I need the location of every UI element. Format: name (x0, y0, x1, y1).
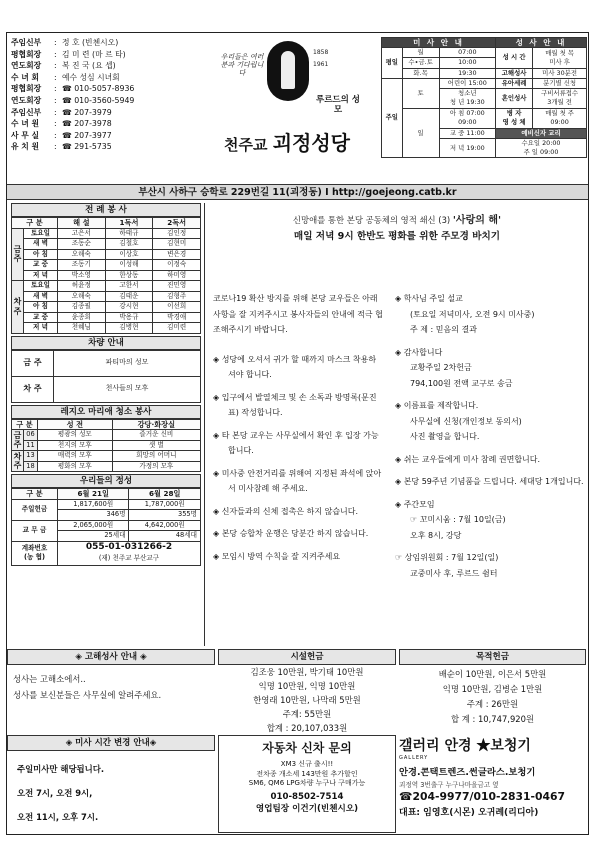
offering-title: 우리들의 정성 (11, 474, 201, 488)
liturgy-row: 저 녁 천혜님 김병현 김미련 (12, 323, 201, 334)
staff-value: ☎ 207-3977 (62, 130, 112, 140)
vehicle-title: 차량 안내 (11, 336, 201, 350)
staff-role: 평협회장 (11, 49, 42, 59)
church-name: 천주교 괴정성당 (224, 131, 350, 155)
staff-role: 유 치 원 (11, 142, 40, 152)
liturgy-row: 차 주 토요일 허윤정 고한서 진민영 (12, 281, 201, 292)
announcements-right (395, 291, 585, 588)
vehicle-table: 금 주 파티마의 성모 차 주 천사들의 모후 (11, 350, 201, 403)
car-advertisement: 자동차 신차 문의 XM3 신규 출시!! 전차종 개소세 143만원 추가할인 SM6, QM6 LPG차량 누구나 구매가능 010-8502-7514 영업팀장 이건기(빈첸시오) (218, 735, 396, 833)
liturgy-row: 새 벽 조동순 김철호 김현미 (12, 239, 201, 250)
mary-figure-icon (281, 51, 295, 89)
staff-row: 사 무 실 : ☎ 207-3977 (11, 130, 112, 140)
liturgy-row: 금 주 토요일 고은서 하태규 김인정 (12, 228, 201, 239)
staff-row: 평협회장 : ☎ 010-5057-8936 (11, 84, 135, 94)
account-holder: (재) 천주교 부산교구 (98, 554, 160, 562)
cleaning-row: 11 천지의 모후 샛 별 (12, 440, 201, 451)
staff-role: 주임신부 (11, 38, 42, 47)
offering-table: 구 분 6월 21일 6월 28일 주일헌금 1,817,600원 1,787,000원 346명 355명 교 무 금 2,065,000원 4,642,000원 25세대 48세대 계좌번호 (농 협) 055-01-031266-2 (재) 천주교 부산교구 (11, 488, 201, 566)
staff-value: ☎ 291-5735 (62, 142, 112, 152)
staff-value: 예수 성심 시녀회 (62, 72, 120, 82)
announcement-item: ◈ 이름표를 제작합니다. 사무실에 신청(개인정보 동의서) 사진 촬영을 합니다. (395, 401, 522, 441)
facility-offering-list: 김조웅 10만원, 박기태 10만원 익명 10만원, 익명 10만원 한영래 10만원, 나막래 5만원 주계: 55만원 합계 : 20,107,033원 (250, 667, 364, 733)
staff-role: 연도회장 (11, 95, 42, 105)
liturgy-title: 전 례 봉 사 (11, 203, 201, 217)
cleaning-row: 금 주 06 평광의 성모 즐거운 신비 (12, 430, 201, 441)
staff-row: 연도회장 : 복 진 국 (요 셉) (11, 61, 116, 71)
sacrament-header: 성 사 안 내 (496, 38, 587, 48)
script-slogan: 우리들은 여러분과 기다립니다 (220, 53, 264, 77)
staff-value: 정 호 (빈첸시오) (62, 38, 119, 47)
announcements-left (213, 291, 383, 571)
liturgy-row: 교 중 조동기 이성해 이정숙 (12, 260, 201, 271)
facility-offering-header: 시설헌금 (218, 649, 396, 665)
bottom-section (7, 649, 588, 835)
staff-row: 주임신부 : 정 호 (빈첸시오) (11, 38, 119, 47)
car-ad-phone: 010-8502-7514 (270, 791, 344, 802)
staff-list (11, 37, 216, 153)
confession-header: ◈ 고해성사 안내 ◈ (7, 649, 215, 665)
car-ad-title: 자동차 신차 문의 (262, 741, 352, 755)
cleaning-row: 차 주 13 매력의 모후 희망의 어머니 (12, 451, 201, 462)
notice-item: ◈ 타 본당 교우는 사무실에서 확인 후 입장 가능합니다. (213, 430, 379, 455)
cleaning-title: 레지오 마리애 청소 봉사 (11, 405, 201, 419)
church-emblem (267, 41, 329, 101)
confession-text: 성사는 고해소에서.. 성사를 보신분들은 사무실에 알려주세요. (13, 674, 162, 700)
staff-row: 평협회장 : 김 미 련 (마 르 타) (11, 49, 126, 59)
notice-item: ◈ 미사중 안전거리를 위해여 지정된 좌석에 앉아서 미사참례 해 주세요. (213, 468, 382, 493)
staff-value: ☎ 207-3978 (62, 119, 112, 129)
mass-change-header: ◈ 미사 시간 변경 안내◈ (7, 735, 215, 751)
notice-item: ◈ 성당에 오셔서 귀가 할 때까지 마스크 착용하셔야 합니다. (213, 354, 377, 379)
staff-row: 유 치 원 : ☎ 291-5735 (11, 142, 112, 152)
announcement-item: ◈ 본당 59주년 기념품을 드립니다. 세대당 1개입니다. (395, 477, 584, 486)
mass-schedule-table: 미 사 안 내 성 사 안 내 평일 월 07:00 성 시 간 매월 첫 목 미사 후 수∙금.토 10:00 화.목 19:30 고해성사 미사 30분전 주일 토 어린이 15:00 유아세례 분기별 신청 청소년 청 년 19:30 혼인성사 구비서류접수 3개월 전 일 아 침 07:00 09:00 병 자 영 성 체 매월 첫 주 09:00 교 중 11:00 예비신자 교리 저 녁 19:00 수요일 20:00 주 일 09:00 (381, 37, 587, 158)
liturgy-row: 새 벽 오해숙 김태운 김형주 (12, 291, 201, 302)
cleaning-table: 구 분 성 전 강당∙화장실 금 주 06 평광의 성모 즐거운 신비 11 천지의 모후 샛 별 차 주 13 매력의 모후 희망의 어머니 18 평화의 모후 가정의 모후 (11, 419, 201, 473)
announcement-item: ◈ 학사님 주일 설교 (토요일 저녁미사, 오전 9시 미사중) 주 제 : 믿음의 결과 (395, 294, 535, 334)
staff-value: ☎ 010-5057-8936 (62, 84, 135, 94)
intro-text: 코로나19 확산 방지를 위해 본당 교우들은 아래 사항을 잘 지켜주시고 봉사자들의 안내에 적극 협조해주시기 바랍니다. (213, 294, 383, 334)
announcement-item: ◈ 감사합니다 교황주일 2차헌금 794,100원 전액 교구로 송금 (395, 347, 513, 388)
staff-value: 김 미 련 (마 르 타) (62, 49, 126, 59)
staff-role: 연도회장 (11, 61, 42, 71)
notice-item: ◈ 모임시 방역 수칙을 잘 지켜주세요 (213, 551, 341, 561)
account-number: 055-01-031266-2 (85, 542, 173, 552)
announcement-item: ◈ 주간모임 ☞ 꼬미시움 : 7월 10일(금) 오후 8시, 강당 (395, 499, 506, 540)
mass-change-text: 주일미사만 해당됩니다. 오전 7시, 오전 9시, 오전 11시, 오후 7시. (17, 764, 104, 822)
headline-theme: 신망애를 통한 본당 공동체의 영적 쇄신 (3) '사랑의 해' (292, 215, 502, 226)
left-column (11, 203, 201, 566)
staff-row: 주임신부 : ☎ 207-3979 (11, 107, 112, 117)
staff-row: 수 녀 원 : ☎ 207-3978 (11, 119, 112, 129)
staff-value: ☎ 207-3979 (62, 107, 112, 117)
staff-row: 수 녀 회 : 예수 성심 시녀회 (11, 72, 120, 82)
gallery-name: 갤러리 안경 ★보청기 (399, 738, 531, 754)
car-ad-contact: 영업팀장 이건기(빈첸시오) (255, 803, 359, 814)
mass-header: 미 사 안 내 (382, 38, 496, 48)
announcements-area (204, 203, 588, 646)
founding-years: 1858 1961 (313, 49, 329, 68)
announcement-item: ◈ 쉬는 교우들에게 미사 참례 권면합니다. (395, 454, 541, 464)
address-bar: 부산시 사하구 승학로 229번길 11(괴정동) I http://goejeong.catb.kr (7, 184, 588, 200)
church-logo-area (219, 39, 379, 174)
staff-role: 주임신부 (11, 107, 42, 117)
staff-value: 복 진 국 (요 셉) (62, 61, 116, 71)
liturgy-row: 교 중 윤종희 박용규 박경애 (12, 312, 201, 323)
gallery-advertisement: 갤러리 안경 ★보청기 GALLERY 안경.콘택트렌즈.썬글라스.보청기 괴정역 3번출구 누구나마을금고 옆 ☎204-9977/010-2831-0467 대표: 임영호(시몬) 오귀례(리디아) (399, 735, 586, 833)
headline-prayer: 매일 저녁 9시 한반도 평화를 위한 주모경 바치기 (293, 231, 501, 242)
notice-item: ◈ 신자들과의 신체 접촉은 하지 않습니다. (213, 506, 359, 516)
announcement-item: ☞ 상임위원회 : 7월 12일(일) 교중미사 후, 루르드 쉼터 (395, 553, 499, 578)
cleaning-row: 18 평화의 모후 가정의 모후 (12, 461, 201, 472)
staff-value: ☎ 010-3560-5949 (62, 95, 135, 105)
bulletin-page (6, 32, 589, 835)
lourdes-caption: 루르드의 성모 (315, 95, 360, 115)
purpose-offering-header: 목적헌금 (399, 649, 586, 665)
liturgy-row: 저 녁 박소영 한상동 하미영 (12, 270, 201, 281)
liturgy-row: 아 침 김종필 강시현 이선희 (12, 302, 201, 313)
staff-role: 수 녀 회 (11, 72, 40, 82)
staff-row: 연도회장 : ☎ 010-3560-5949 (11, 95, 135, 105)
liturgy-row: 아 침 오해숙 이상호 변은경 (12, 249, 201, 260)
staff-role: 평협회장 (11, 84, 42, 94)
liturgy-table: 구 분 해 설 1독서 2독서 금 주 토요일 고은서 하태규 김인정 새 벽 조동순 김철호 김현미 아 침 오해숙 이상호 변은경 교 중 조동기 이성해 이정숙 저 녁 박소영 한상동 하미영 차 주 토요일 허윤정 고한서 진민영 새 벽 오해숙 김태운 김형주 아 침 김종필 강시현 이선희 교 중 윤종희 박용규 박경애 저 녁 천혜님 김병현 김미련 (11, 217, 201, 334)
notice-item: ◈ 입구에서 발열체크 및 손 소독과 방명록(문진표) 작성합니다. (213, 392, 377, 417)
staff-role: 사 무 실 (11, 130, 40, 140)
staff-role: 수 녀 원 (11, 119, 40, 129)
notice-item: ◈ 본당 승합차 운행은 당분간 하지 않습니다. (213, 529, 369, 538)
purpose-offering-list: 배순이 10만원, 이은서 5만원 익명 10만원, 김병순 1만원 주계 : 26만원 합 계 : 10,747,920원 (438, 669, 547, 724)
